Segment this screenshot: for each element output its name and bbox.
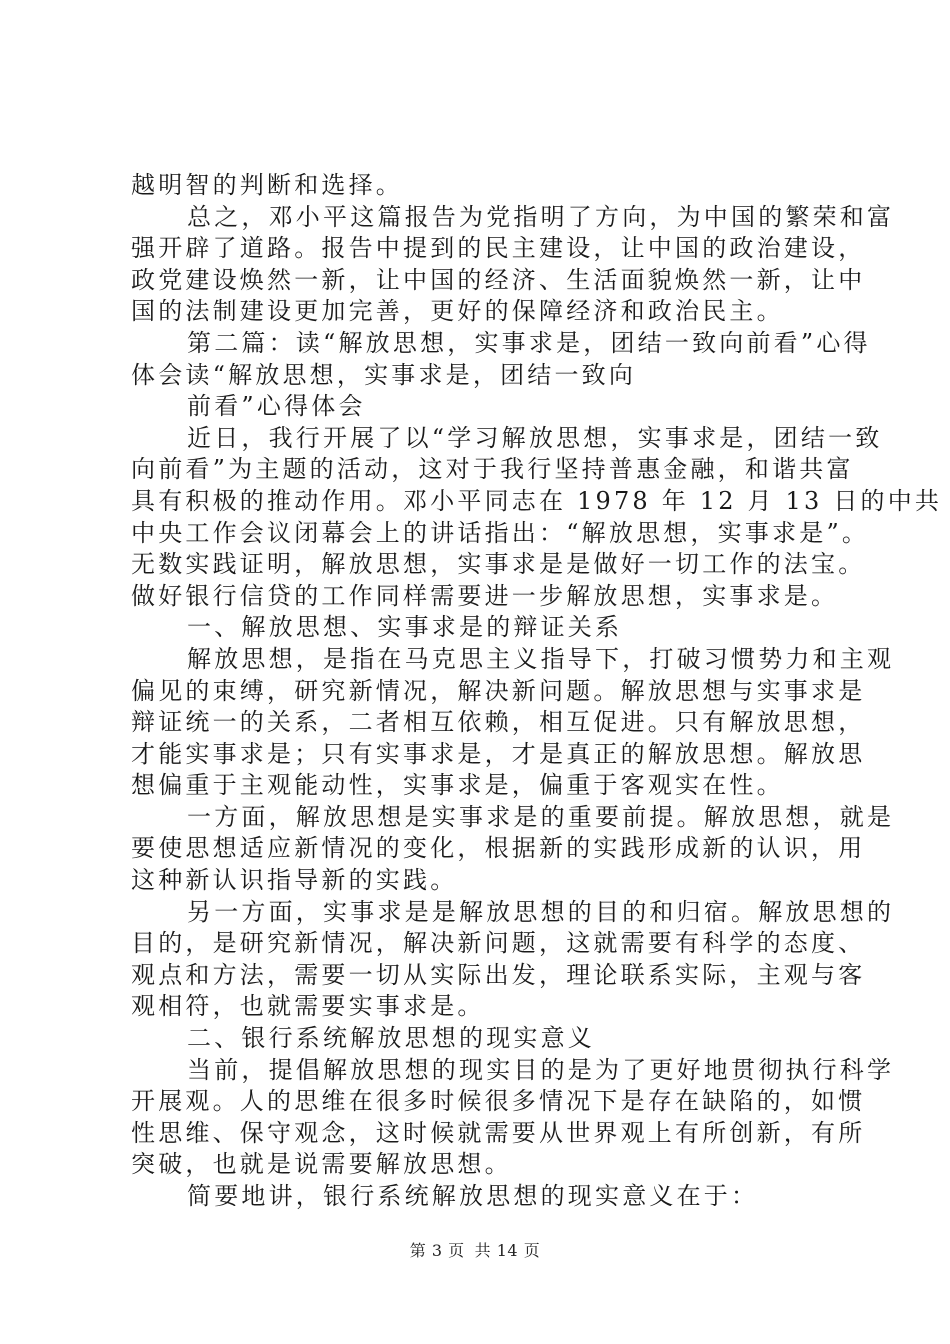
document-body xyxy=(131,170,943,1213)
paragraph-start-line: 简要地讲，银行系统解放思想的现实意义在于： xyxy=(187,1182,759,1210)
text-line: 观点和方法，需要一切从实际出发，理论联系实际，主观与客 xyxy=(131,960,866,989)
text-line: 才能实事求是；只有实事求是，才是真正的解放思想。解放思 xyxy=(131,739,866,768)
text-line: 突破，也就是说需要解放思想。 xyxy=(131,1150,512,1179)
paragraph-start-line: 总之，邓小平这篇报告为党指明了方向，为中国的繁荣和富 xyxy=(187,202,895,231)
text-line: 辩证统一的关系，二者相互依赖，相互促进。只有解放思想， xyxy=(131,708,866,737)
paragraph-start-line: 近日，我行开展了以“学习解放思想，实事求是，团结一致 xyxy=(187,423,883,452)
paragraph-start-line: 解放思想，是指在马克思主义指导下，打破习惯势力和主观 xyxy=(187,644,895,673)
text-line: 目的，是研究新情况，解决新问题，这就需要有科学的态度、 xyxy=(131,929,866,958)
page-total: 共 14 页 xyxy=(474,1241,541,1260)
text-line: 无数实践证明，解放思想，实事求是是做好一切工作的法宝。 xyxy=(131,550,866,579)
text-line: 做好银行信贷的工作同样需要进一步解放思想，实事求是。 xyxy=(131,581,839,610)
paragraph-start-line: 当前，提倡解放思想的现实目的是为了更好地贯彻执行科学 xyxy=(187,1055,895,1084)
paragraph-start-line: 前看”心得体会 xyxy=(187,392,366,421)
text-line: 开展观。人的思维在很多时候很多情况下是存在缺陷的，如惯 xyxy=(131,1087,866,1116)
text-line: 越明智的判断和选择。 xyxy=(131,171,403,199)
page-footer xyxy=(0,1238,950,1261)
paragraph-start-line: 另一方面，实事求是是解放思想的目的和归宿。解放思想的 xyxy=(187,897,895,926)
text-line: 国的法制建设更加完善，更好的保障经济和政治民主。 xyxy=(131,297,784,326)
text-line: 强开辟了道路。报告中提到的民主建设，让中国的政治建设， xyxy=(131,234,866,263)
page-number: 第 3 页 xyxy=(409,1241,465,1260)
paragraph-start-line: 一、解放思想、实事求是的辩证关系 xyxy=(187,613,623,642)
text-line: 这种新认识指导新的实践。 xyxy=(131,866,458,895)
text-line: 想偏重于主观能动性，实事求是，偏重于客观实在性。 xyxy=(131,771,784,800)
text-line: 中央工作会议闭幕会上的讲话指出：“解放思想，实事求是”。 xyxy=(131,518,870,547)
text-line: 要使思想适应新情况的变化，根据新的实践形成新的认识，用 xyxy=(131,834,866,863)
text-line: 向前看”为主题的活动，这对于我行坚持普惠金融，和谐共富 xyxy=(131,455,854,484)
text-line: 体会读“解放思想，实事求是，团结一致向 xyxy=(131,360,637,389)
paragraph-start-line: 一方面，解放思想是实事求是的重要前提。解放思想，就是 xyxy=(187,802,895,831)
text-line: 具有积极的推动作用。邓小平同志在 1978 年 12 月 13 日的中共 xyxy=(131,486,943,515)
text-line: 观相符，也就需要实事求是。 xyxy=(131,992,485,1021)
paragraph-start-line: 第二篇：读“解放思想，实事求是，团结一致向前看”心得 xyxy=(187,328,871,357)
text-line: 性思维、保守观念，这时候就需要从世界观上有所创新，有所 xyxy=(131,1118,866,1147)
text-line: 偏见的束缚，研究新情况，解决新问题。解放思想与实事求是 xyxy=(131,676,866,705)
text-line: 政党建设焕然一新，让中国的经济、生活面貌焕然一新，让中 xyxy=(131,265,866,294)
paragraph-start-line: 二、银行系统解放思想的现实意义 xyxy=(187,1024,595,1053)
